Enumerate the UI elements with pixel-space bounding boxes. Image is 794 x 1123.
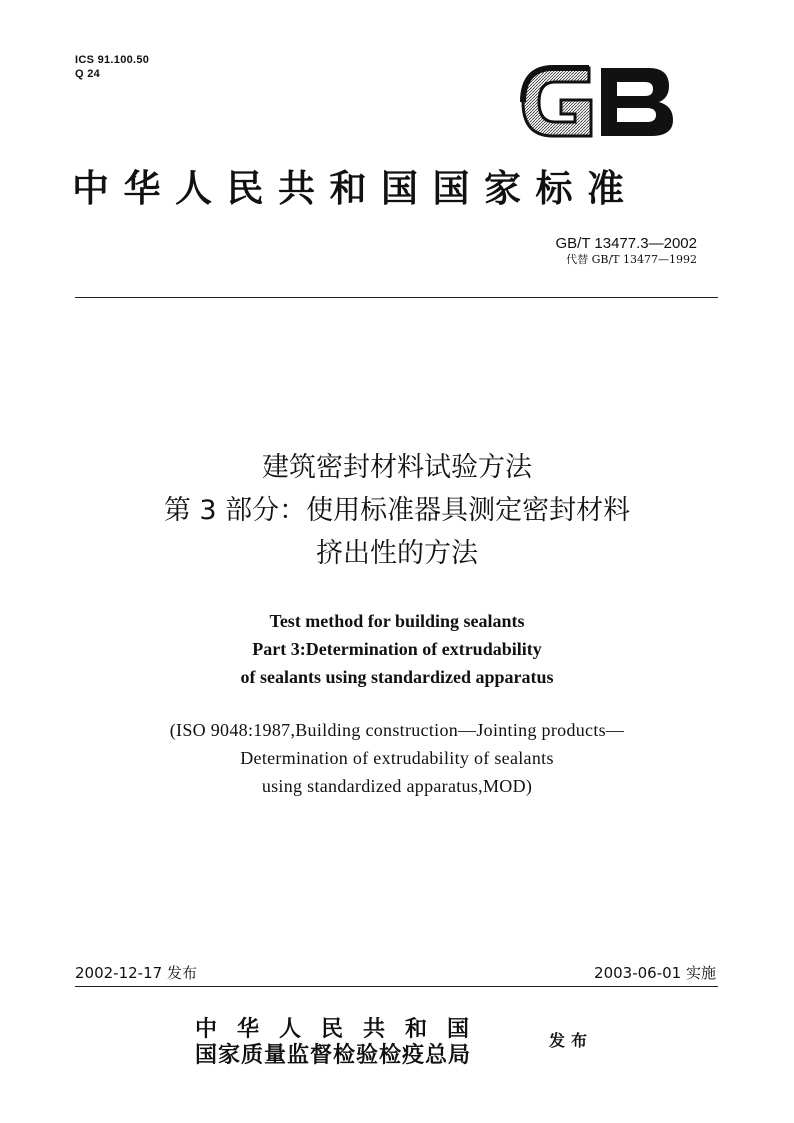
iso-reference-line: using standardized apparatus,MOD) (261, 776, 533, 796)
footer-divider (75, 986, 718, 987)
classification-codes (75, 53, 149, 81)
ics-code: ICS 91.100.50 (75, 54, 150, 66)
english-title (0, 607, 794, 691)
issue-label: 发布 (549, 1031, 594, 1050)
implementation-date: 2003-06-01 实施 (594, 964, 716, 982)
header-divider (75, 297, 718, 298)
chinese-title-line: 挤出性的方法 (316, 538, 478, 569)
iso-reference-line: Determination of extrudability of sealants (240, 748, 554, 768)
issuer-line-2: 国家质量监督检验检疫总局 (195, 1042, 472, 1068)
standard-code-block (556, 235, 698, 267)
replaced-standard: 代替 GB/T 13477—1992 (566, 253, 697, 266)
national-standard-heading: 中华人民共和国国家标准 (72, 167, 639, 210)
iso-reference (0, 716, 794, 800)
chinese-title-line: 第 3 部分：使用标准器具测定密封材料 (163, 495, 631, 526)
ccs-code: Q 24 (75, 68, 101, 80)
english-title-line: Test method for building sealants (269, 611, 525, 631)
publish-date: 2002-12-17 发布 (75, 964, 197, 982)
english-title-line: of sealants using standardized apparatus (240, 667, 554, 687)
issuing-authority (195, 1016, 489, 1068)
chinese-title-line: 建筑密封材料试验方法 (262, 452, 532, 483)
gb-logo-icon (517, 60, 677, 144)
issuer-line-1: 中华人民共和国 (195, 1016, 490, 1042)
standard-number: GB/T 13477.3—2002 (555, 235, 697, 252)
chinese-title (0, 446, 794, 575)
english-title-line: Part 3:Determination of extrudability (252, 639, 542, 659)
iso-reference-line: (ISO 9048:1987,Building construction—Jointing products— (169, 720, 625, 740)
